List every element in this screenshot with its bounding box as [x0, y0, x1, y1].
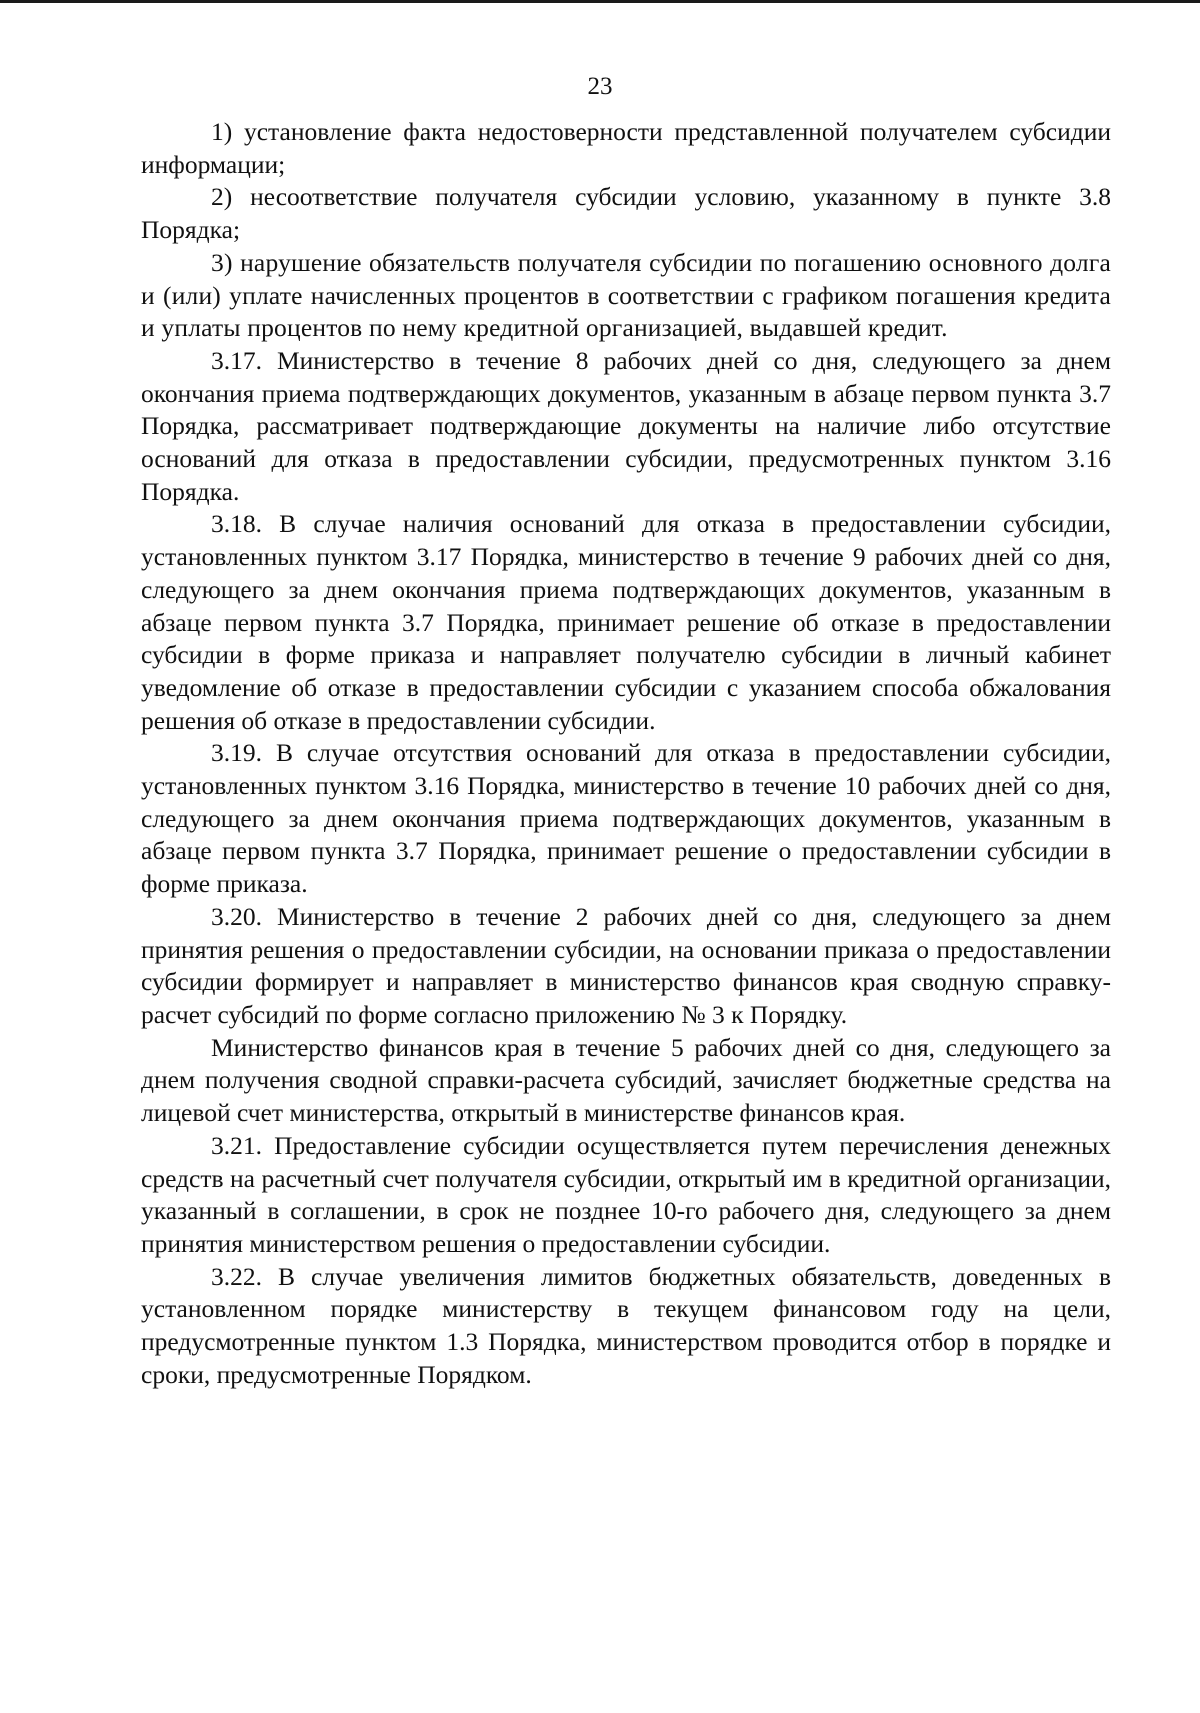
- paragraph-3-17: 3.17. Министерство в течение 8 рабочих дней со дня, следующего за днем окончания приема подтверждающих документов, указанным в абзаце первом пункта 3.7 Порядка, рассматривает подтверждающие документы на наличие либо отсутствие оснований для отказа в предоставлении субсидии, предусмотренных пунктом 3.16 Порядка.: [141, 345, 1111, 506]
- paragraph-3-22: 3.22. В случае увеличения лимитов бюджетных обязательств, доведенных в установленном порядке министерству в текущем финансовом году на цели, предусмотренные пунктом 1.3 Порядка, министерством проводится отбор в порядке и сроки, предусмотренные Порядком.: [141, 1261, 1111, 1389]
- paragraph-item-1: 1) установление факта недостоверности представленной получателем субсидии информации;: [141, 117, 1111, 179]
- paragraph-item-3: 3) нарушение обязательств получателя субсидии по погашению основного долга и (или) уплате начисленных процентов в соответствии с графиком погашения кредита и уплаты процентов по нему кредитной организацией, выдавшей кредит.: [141, 247, 1111, 343]
- page-number: 23: [587, 73, 613, 100]
- paragraph-3-18: 3.18. В случае наличия оснований для отказа в предоставлении субсидии, установленных пунктом 3.17 Порядка, министерство в течение 9 рабочих дней со дня, следующего за днем окончания приема подтверждающих документов, указанным в абзаце первом пункта 3.7 Порядка, принимает решение об отказе в предоставлении субсидии в форме приказа и направляет получателю субсидии в личный кабинет уведомление об отказе в предоставлении субсидии с указанием способа обжалования решения об отказе в предоставлении субсидии.: [141, 509, 1111, 735]
- paragraph-3-20: 3.20. Министерство в течение 2 рабочих дней со дня, следующего за днем принятия решения о предоставлении субсидии, на основании приказа о предоставлении субсидии формирует и направляет в министерство финансов края сводную справку-расчет субсидий по форме согласно приложению № 3 к Порядку.: [141, 901, 1111, 1029]
- paragraph-item-2: 2) несоответствие получателя субсидии условию, указанному в пункте 3.8 Порядка;: [141, 182, 1111, 245]
- paragraph-3-21: 3.21. Предоставление субсидии осуществляется путем перечисления денежных средств на расчетный счет получателя субсидии, открытый им в кредитной организации, указанный в соглашении, в срок не позднее 10-го рабочего дня, следующего за днем принятия министерством решения о предоставлении субсидии.: [141, 1130, 1111, 1258]
- document-body: [141, 116, 1111, 1391]
- paragraph-finance-ministry: Министерство финансов края в течение 5 рабочих дней со дня, следующего за днем получения сводной справки-расчета субсидий, зачисляет бюджетные средства на лицевой счет министерства, открытый в министерстве финансов края.: [141, 1032, 1111, 1128]
- paragraph-3-19: 3.19. В случае отсутствия оснований для отказа в предоставлении субсидии, установленных пунктом 3.16 Порядка, министерство в течение 10 рабочих дней со дня, следующего за днем окончания приема подтверждающих документов, указанным в абзаце первом пункта 3.7 Порядка, принимает решение о предоставлении субсидии в форме приказа.: [141, 738, 1111, 899]
